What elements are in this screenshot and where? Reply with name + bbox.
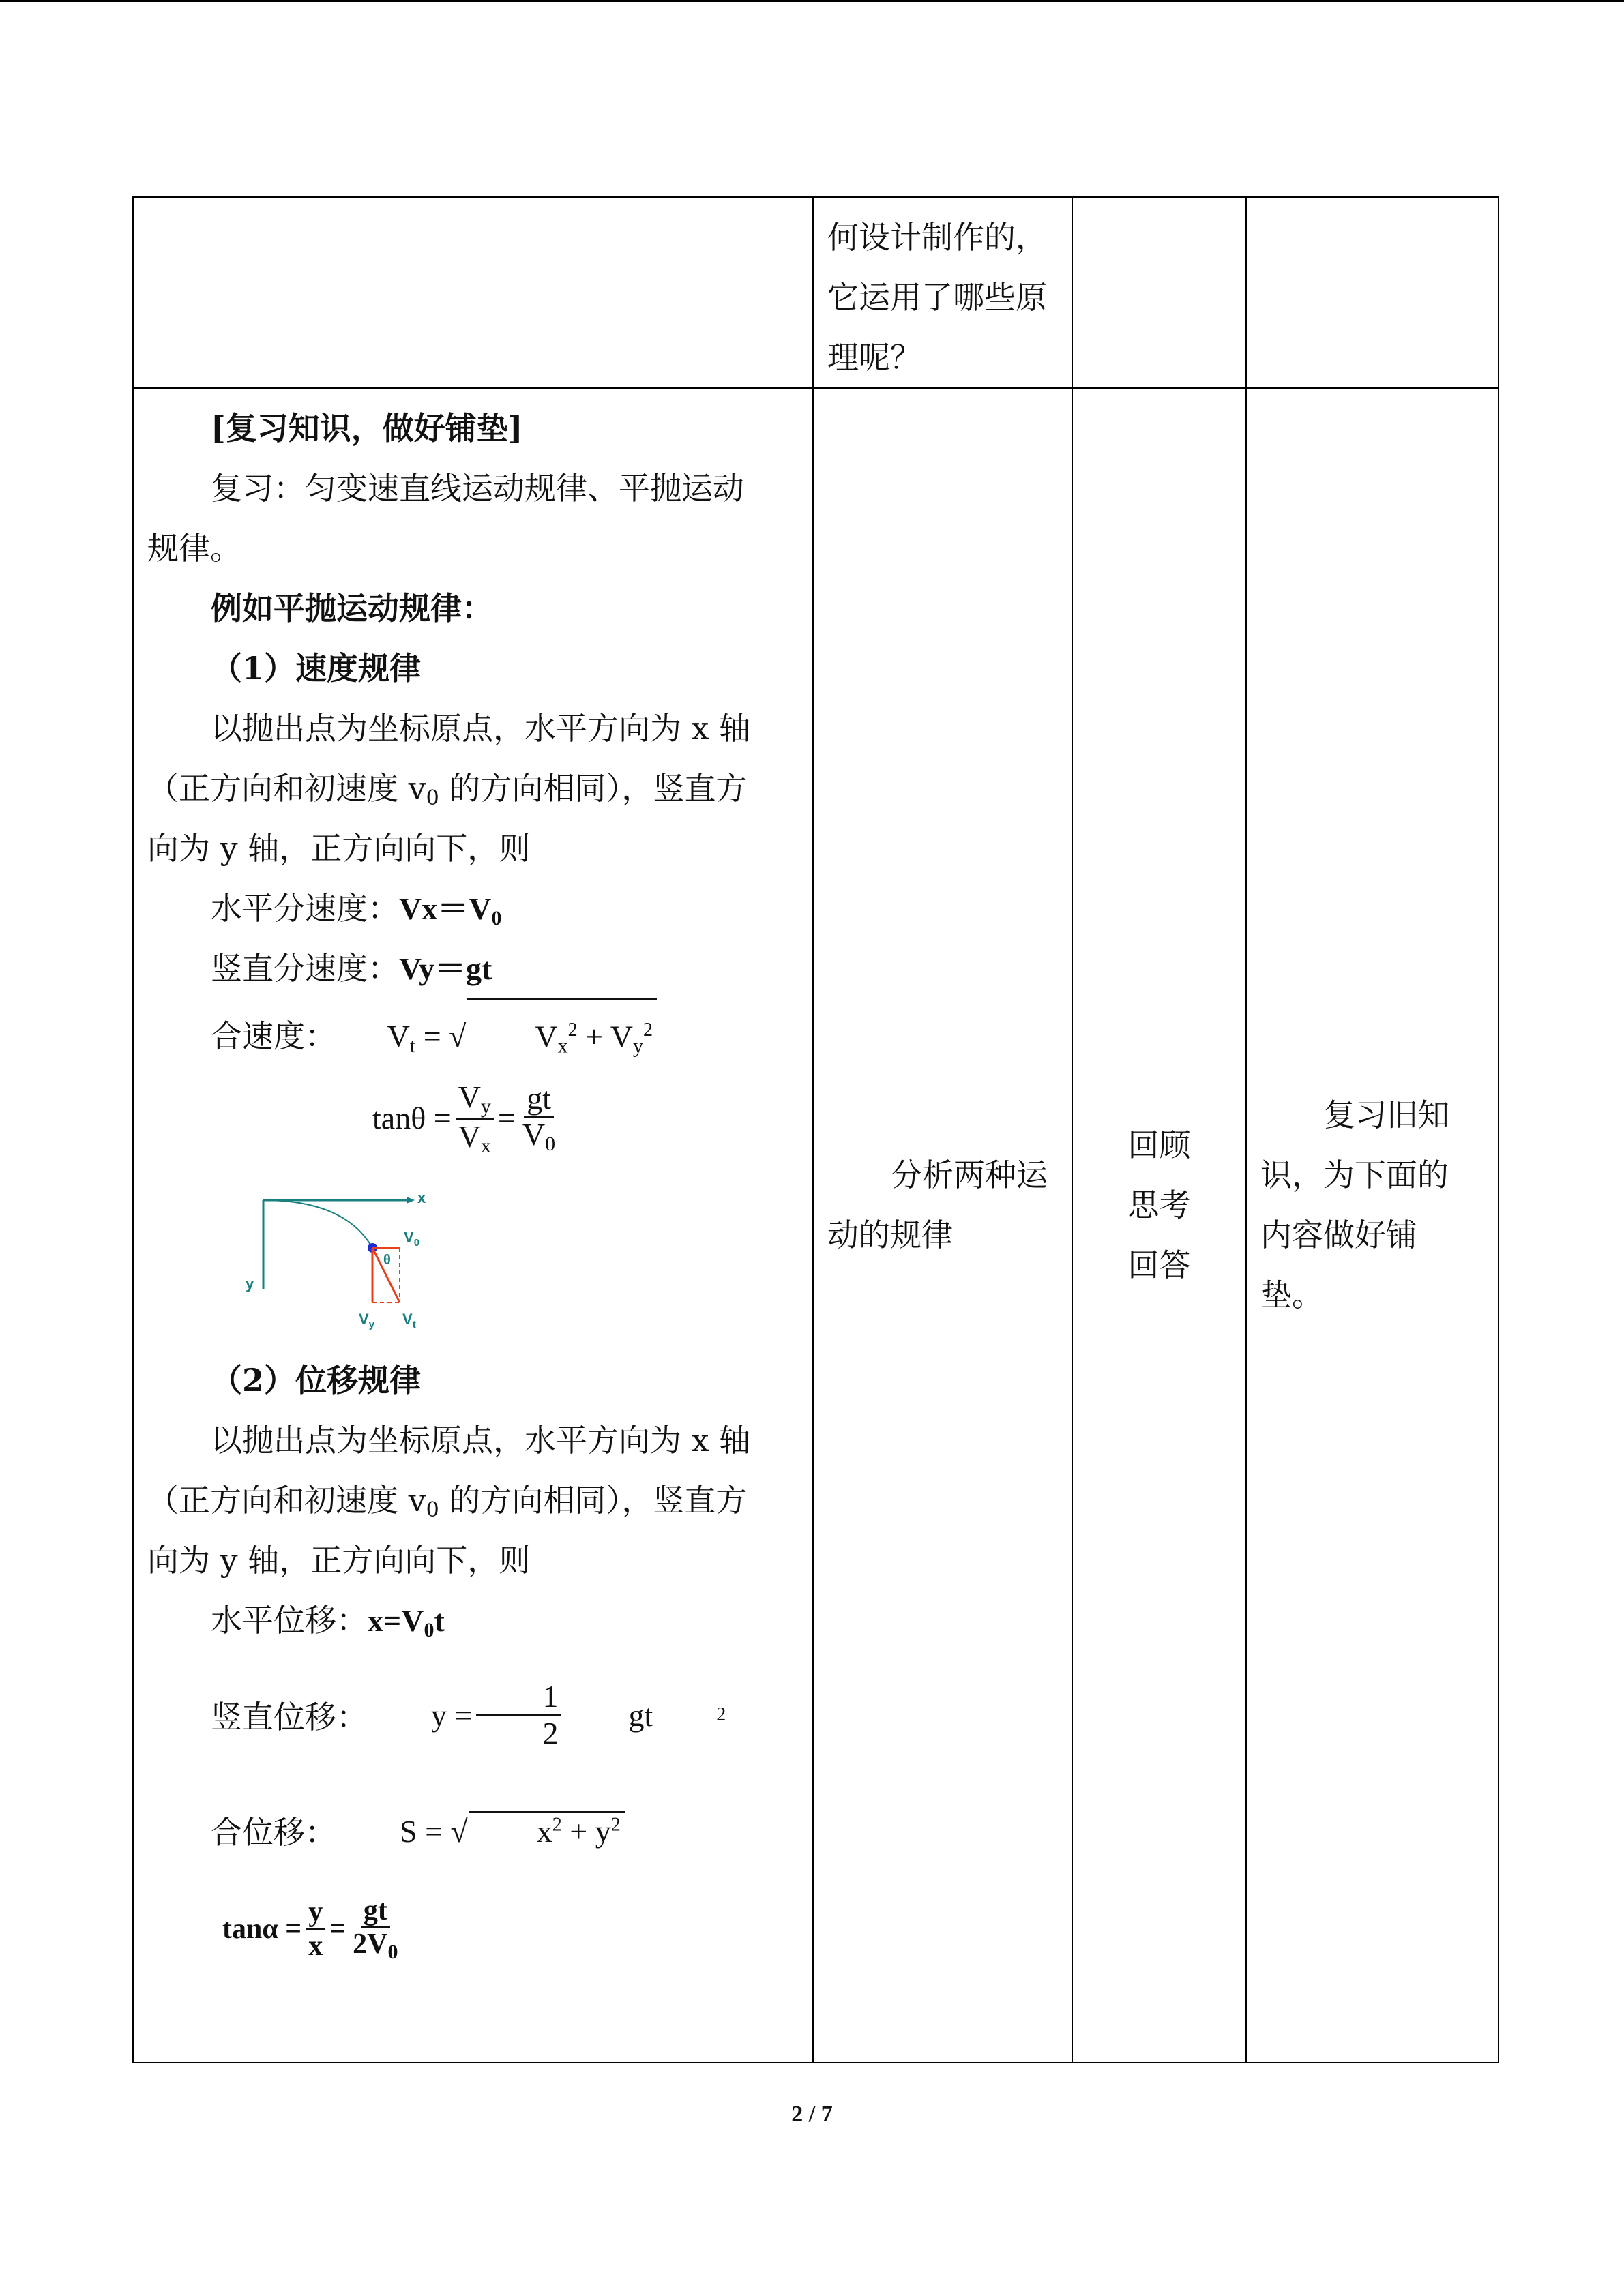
- text-line: 向为 y 轴，正方向向下，则: [147, 830, 531, 867]
- text-line: 垫。: [1260, 1277, 1323, 1313]
- cell-student-activity-continued: [1072, 197, 1246, 388]
- x-axis-label: x: [417, 1189, 426, 1206]
- theta-label: θ: [383, 1253, 391, 1268]
- y-axis-label: y: [246, 1275, 254, 1292]
- text-line: 何设计制作的，: [827, 219, 1047, 256]
- section-heading: [复习知识，做好铺垫]: [211, 410, 523, 447]
- cell-teacher-activity: [813, 388, 1072, 2063]
- text-line: 内容做好铺: [1260, 1217, 1417, 1253]
- vt-label: $V_t$: [402, 1311, 416, 1330]
- text-line: 分析两种运: [891, 1157, 1048, 1193]
- lesson-plan-table: [132, 196, 1499, 2063]
- formula-s: 合位移： S = √ $x^2 + y^2$: [147, 1783, 799, 1878]
- formula-vy: 竖直分速度：Vy＝gt: [211, 950, 492, 987]
- cell-design-intent: [1246, 388, 1498, 2063]
- page-top-rule: [0, 0, 1624, 2]
- text-line: 复习旧知: [1324, 1097, 1449, 1133]
- formula-vx: 水平分速度：$Vx=V_0$: [211, 890, 502, 929]
- formula-x: 水平位移：$x=V_0t$: [211, 1602, 445, 1641]
- formula-y: 竖直位移： y = $\frac{1}{2}$ gt 2: [211, 1678, 726, 1750]
- cell-student-activity: [1072, 388, 1246, 2063]
- text-line: 回顾: [1127, 1127, 1191, 1163]
- text-line: （正方向和初速度 $v_0$ 的方向相同），竖直方: [147, 1482, 748, 1522]
- text-line: 以抛出点为坐标原点，水平方向为 x 轴: [211, 710, 751, 747]
- table-row: [133, 197, 1498, 388]
- text-line: （正方向和初速度 $v_0$ 的方向相同），竖直方: [147, 770, 748, 810]
- text-line: 复习：匀变速直线运动规律、平抛运动: [211, 470, 744, 507]
- cell-teacher-activity-continued: [813, 197, 1072, 388]
- formula-vt: 合速度： $V_t$ = √ $V_x^2 + V_y^2$: [147, 998, 799, 1064]
- table-row: [133, 388, 1498, 2063]
- vy-label: $V_y$: [359, 1311, 375, 1330]
- page-number: 2 / 7: [791, 2102, 833, 2127]
- projectile-diagram-svg: [236, 1180, 454, 1350]
- subsection-title: （1）速度规律: [211, 650, 422, 687]
- text-line: 回答: [1127, 1247, 1191, 1283]
- text-line: 它运用了哪些原: [827, 279, 1047, 316]
- projectile-diagram: [147, 1173, 799, 1350]
- text-line: 规律。: [147, 530, 241, 567]
- x-arrow-icon: [407, 1197, 415, 1204]
- text-line: 识，为下面的: [1260, 1157, 1449, 1193]
- v0-label: $V_0$: [404, 1229, 420, 1249]
- cell-teaching-content: [133, 388, 813, 2063]
- text-line: 向为 y 轴，正方向向下，则: [147, 1542, 531, 1579]
- subsection-title: （2）位移规律: [211, 1362, 422, 1399]
- formula-tan-alpha: tanα = $\frac{y}{x}$ = $\frac{gt}{2V_0}$: [222, 1894, 398, 1964]
- text-line: 以抛出点为坐标原点，水平方向为 x 轴: [211, 1422, 751, 1459]
- example-label: 例如平抛运动规律：: [211, 590, 493, 627]
- trajectory-curve: [263, 1200, 372, 1248]
- text-line: 思考: [1127, 1187, 1191, 1223]
- text-line: 理呢？: [827, 339, 921, 376]
- cell-content-continued: [133, 197, 813, 388]
- cell-design-intent-continued: [1246, 197, 1498, 388]
- formula-tan-theta: tanθ = $\frac{V_y}{V_x}$ = $\frac{gt}{V_0}$: [372, 1079, 556, 1157]
- text-line: 动的规律: [827, 1217, 953, 1253]
